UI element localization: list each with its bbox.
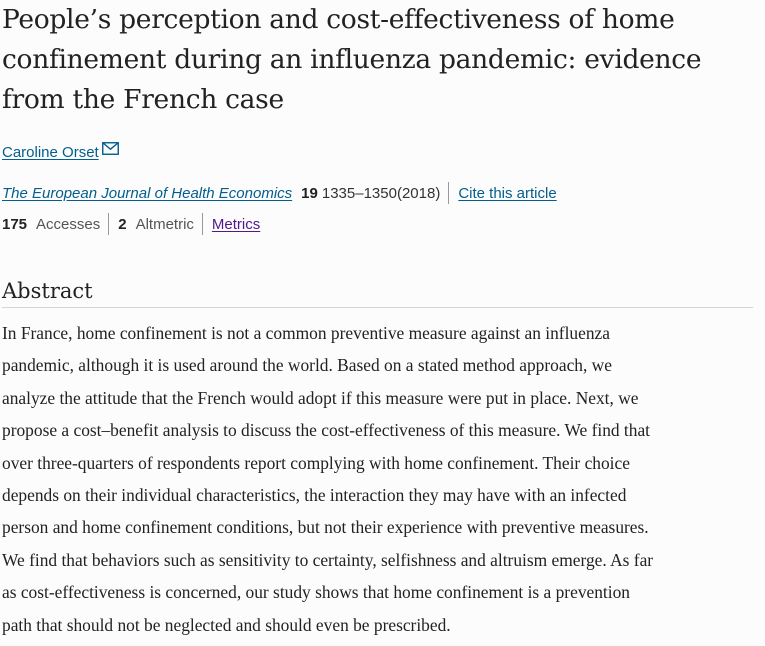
volume-number: 19	[301, 184, 318, 202]
page-range: 1335–1350	[321, 184, 397, 202]
abstract-divider	[2, 307, 753, 308]
publication-year: (2018)	[396, 184, 441, 202]
cite-this-article-link[interactable]: Cite this article	[458, 184, 557, 202]
accesses-label: Accesses	[36, 215, 101, 233]
journal-link[interactable]: The European Journal of Health Economics	[2, 184, 293, 202]
abstract-line: pandemic, although it is used around the world. Based on a stated method approach, we	[2, 355, 612, 376]
author-list	[2, 140, 119, 164]
altmetric-label: Altmetric	[135, 215, 194, 233]
accesses-count: 175	[2, 215, 28, 233]
article-title	[2, 0, 732, 120]
author-link[interactable]: Caroline Orset	[2, 143, 99, 161]
title-line: from the French case	[2, 84, 284, 115]
article-metrics	[2, 211, 260, 237]
abstract-line: depends on their individual characteristics, the interaction they may have with an infected	[2, 484, 627, 505]
altmetric-count: 2	[118, 215, 127, 233]
abstract-line: analyze the attitude that the French would adopt if this measure were put in place. Next, we	[2, 387, 639, 408]
divider	[448, 182, 449, 204]
abstract-line: In France, home confinement is not a common preventive measure against an influenza	[2, 323, 610, 343]
abstract-line: over three-quarters of respondents report complying with home confinement. Their choice	[2, 452, 630, 473]
abstract-line: propose a cost–benefit analysis to discuss the cost-effectiveness of this measure. We find that	[2, 420, 651, 441]
abstract-text	[2, 317, 765, 641]
abstract-line: as cost-effectiveness is concerned, our study shows that home confinement is a prevention	[2, 582, 630, 603]
divider	[202, 213, 203, 235]
title-line: People’s perception and cost-effectiveness of home	[2, 4, 675, 35]
envelope-icon[interactable]	[102, 142, 119, 155]
title-line: confinement during an influenza pandemic: evidence	[2, 44, 702, 75]
abstract-line: path that should not be neglected and should even be prescribed.	[2, 614, 451, 635]
abstract-line: person and home confinement conditions, but not their experience with preventive measures.	[2, 517, 649, 538]
abstract-heading: Abstract	[2, 279, 93, 303]
divider	[108, 213, 109, 235]
citation-line	[2, 180, 557, 206]
abstract-line: We find that behaviors such as sensitivity to certainty, selfishness and altruism emerge. As far	[2, 549, 654, 570]
metrics-link[interactable]: Metrics	[211, 215, 261, 233]
